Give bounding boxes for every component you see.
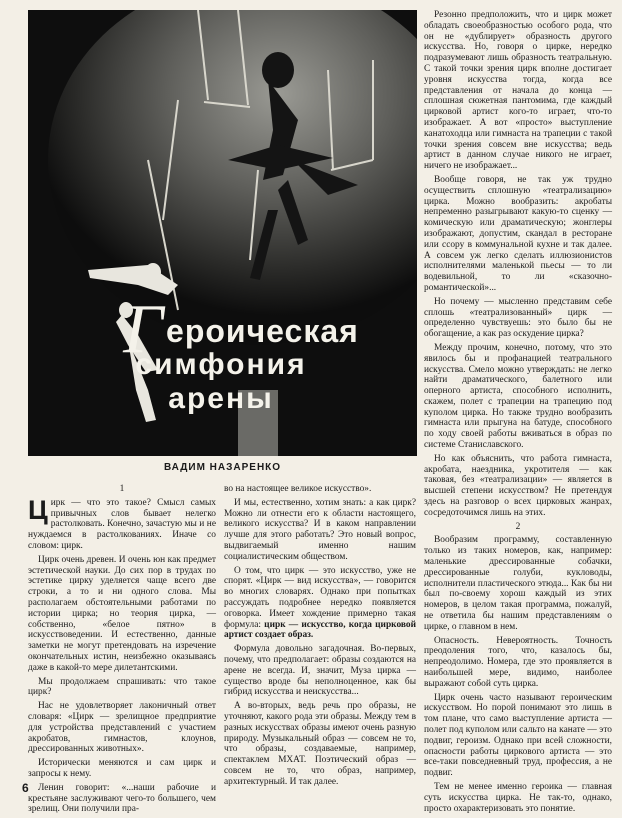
title-line-3: арены bbox=[168, 382, 274, 415]
paragraph-text: ирк — что это такое? Смысл самых привычных слов бывает нелегко растолковать. Конечно, зачастую мы и не нуждаемся в растолкованиях. Иначе со словом: цирк. bbox=[28, 497, 216, 551]
paragraph bbox=[224, 566, 416, 642]
paragraph: И мы, естественно, хотим знать: а как цирк? Можно ли отнести его к области настоящего, великого искусства? И в каком направлении лучше для этого работать? Это новый вопрос, выдвигаемый именно нашим социалистическим обществом. bbox=[224, 497, 416, 562]
paragraph: Нас не удовлетворяет лаконичный ответ словаря: «Цирк — зрелищное предприятие для устройства представлений с участием акробатов, гимнастов, клоунов, дрессированных животных». bbox=[28, 701, 216, 755]
author-byline: ВАДИМ НАЗАРЕНКО bbox=[163, 462, 282, 473]
title-line-2: симфония bbox=[135, 348, 307, 381]
paragraph: Мы продолжаем спрашивать: что такое цирк? bbox=[28, 676, 216, 698]
paragraph: Формула довольно загадочная. Во-первых, почему, что предполагает: образы создаются на арене не всегда. И, значит, Муза цирка — существо вроде бы неполноценное, как бы гибрид искусства и неискусства... bbox=[224, 644, 416, 698]
column-2 bbox=[224, 484, 416, 791]
page-number: 6 bbox=[22, 781, 29, 795]
section-number-1: 1 bbox=[119, 484, 125, 494]
title-initial: Г bbox=[123, 291, 165, 368]
paragraph: Цирк очень древен. И очень юн как предмет эстетической науки. До сих пор в трудах по эстетике цирку уделяется чаще всего две строки, а то и ни одного слова. Мы располагаем обстоятельными работами по истории цирка; но теория цирка, — собственно, «белое пятно» в искусствоведении. И естественно, данные заметки не могут претендовать на изречение окончательных истин, неизбежно оказываясь даже в какой-то мере дилетантскими. bbox=[28, 554, 216, 673]
paragraph: Но как объяснить, что работа гимнаста, акробата, наездника, укротителя — как таковая, без «театрализации» — является в высшей степени искусством? Не претендуя здесь на разговор о всех цирковых жанрах, сосредоточимся лишь на этих. bbox=[424, 453, 612, 518]
paragraph: Но почему — мысленно представим себе сплошь «театрализованный» цирк — определенно чувствуешь: это было бы не обогащение, а как раз оскудение цирка? bbox=[424, 296, 612, 340]
paragraph: Вообще говоря, не так уж трудно осуществить сплошную «театрализацию» цирка. Можно вообразить: акробаты непременно разыгрывают какую-то сценку — комическую или драматическую; жонглеры изображают, допустим, скандал в ресторане или ссору в коммунальной кухне и так далее. А совсем уж легко сделать иллюзионистов исполнителями маленькой пьесы — то ли водевильной, то ли «сказочно-романтической»... bbox=[424, 174, 612, 293]
dropcap: Ц bbox=[28, 494, 48, 525]
paragraph-text: О том, что цирк — это искусство, уже не спорят. «Цирк — вид искусства», — говорится во многих словарях. Однако при попытках рассуждать подробнее нередко появляется оговорка. Имеет хождение примерно такая формула: bbox=[224, 565, 416, 630]
paragraph: Резонно предположить, что и цирк может обладать своеобразностью особого рода, что он не «дублирует» образность другого искусства. Но, говоря о цирке, нередко подразумевают лишь образность театральную. С такой точки зрения цирк вполне достигает уровня искусства тогда, когда все представления от начала до конца — сплошная сюжетная пантомима, где каждый цирковой артист кого-то играет, что-то изображает. А вот «просто» выступление канатоходца или гимнаста на трапеции с такой точки зрения совсем вне искусства; ведь артист в данном случае никого не играет, ничего не изображает... bbox=[424, 10, 612, 172]
title-line-1-text: ероическая bbox=[166, 313, 359, 349]
paragraph: Цирк очень часто называют героическим искусством. Но порой понимают это лишь в том плане, что само выступление артиста — полет под куполом или сальто на канате — это подвиг, героизм. Однако при всей сложности, опасности работы циркового артиста — это все-таки повседневный труд, профессия, а не подвиг. bbox=[424, 692, 612, 779]
paragraph: Между прочим, конечно, потому, что это явилось бы и профанацией театрального искусства. Смело можно утверждать: не легко найти драматического, балетного или оперного артиста, способного исполнить, скажем, полет с трапеции на трапецию под куполом цирка. Но также трудно вообразить гимнаста или прыгуна на батуде, способного по ходу своей работы вживаться в образ по системе Станиславского. bbox=[424, 342, 612, 451]
paragraph: Ленин говорит: «...наши рабочие и крестьяне заслуживают чего-то большего, чем зрелищ. Они получили пра- bbox=[28, 782, 216, 815]
paragraph: Исторически меняются и сам цирк и запросы к нему. bbox=[28, 758, 216, 779]
paragraph: Опасность. Невероятность. Точность преодоления того, что, казалось бы, непреодолимо. Номера, где это проявляется в наибольшей мере, видимо, наиболее выражают собой суть цирка. bbox=[424, 635, 612, 689]
column-3 bbox=[424, 10, 612, 817]
paragraph: во на настоящее великое искусство». bbox=[224, 484, 372, 494]
bold-formula: цирк — искусство, когда цирковой артист создает образ. bbox=[224, 619, 416, 641]
column-1 bbox=[28, 484, 216, 818]
paragraph: Вообразим программу, составленную только из таких номеров, как, например: маленькие дрессированные собачки, дрессированные голуби, кукловоды, исполнители пластического этюда... Как бы ни был по-своему хорош каждый из этих номеров, в целом такая программа, пожалуй, не ответила бы нашим представлениям о цирке, о главном в нем. bbox=[424, 535, 612, 632]
section-number-2: 2 bbox=[515, 521, 521, 532]
article-title bbox=[36, 291, 406, 416]
paragraph bbox=[28, 494, 216, 552]
paragraph: Тем не менее именно героика — главная суть искусства цирка. Не так-то, однако, просто охарактеризовать это понятие. bbox=[424, 781, 612, 814]
paragraph: А во-вторых, ведь речь про образы, не уточняют, какого рода эти образы. Между тем в разных искусствах образы имеют очень разную природу. Музыкальный образ — совсем не то, что образы, создаваемые, например, спектаклем МХАТ. Поэтический образ — совсем не то, что образ, например, архитектурный. И так далее. bbox=[224, 701, 416, 787]
